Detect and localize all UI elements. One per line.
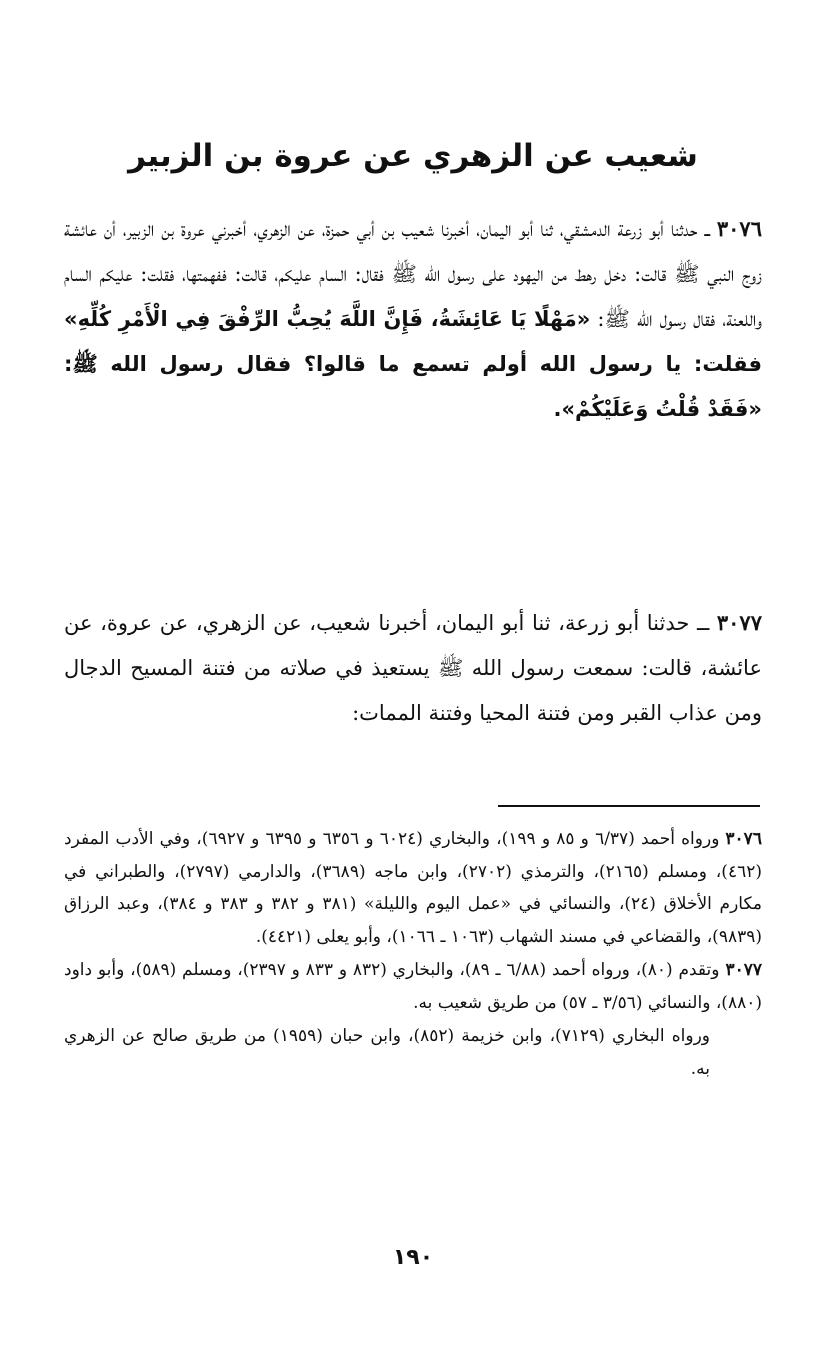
footnote-3077 — [64, 954, 762, 1019]
page-number: ١٩٠ — [392, 1245, 434, 1270]
hadith-number: ٣٠٧٦ — [716, 216, 762, 241]
footnote-number: ٣٠٧٧ — [725, 960, 762, 980]
footnote-divider — [498, 805, 760, 807]
footnote-3077-continuation: ورواه البخاري (٧١٢٩)، وابن خزيمة (٨٥٢)، وابن حبان (١٩٥٩) من طريق صالح عن الزهري به. — [64, 1026, 710, 1079]
hadith-quote: «مَهْلًا يَا عَائِشَةُ، فَإِنَّ اللَّهَ يُحِبُّ الرِّفْقَ فِي الْأَمْرِ كُلِّهِ» فقلت: يا رسول الله أولم تسمع ما قالوا؟ فقال رسول الله ﷺ: «فَقَدْ قُلْتُ وَعَلَيْكُمْ». — [64, 307, 762, 421]
footnote-text: ورواه أحمد (٦/٣٧ و ٨٥ و ١٩٩)، والبخاري (٦٠٢٤ و ٦٣٥٦ و ٦٣٩٥ و ٦٩٢٧)، وفي الأدب المفرد (٤٦٢)، ومسلم (٢١٦٥)، والترمذي (٢٧٠٢)، وابن ماجه (٣٦٨٩)، والدارمي (٢٧٩٧)، والطبراني في مكارم الأخلاق (٢٤)، والنسائي في «عمل اليوم والليلة» (٣٨١ و ٣٨٢ و ٣٨٣ و ٣٨٤)، وعبد الرزاق (٩٨٣٩)، والقضاعي في مسند الشهاب (١٠٦٣ ـ ١٠٦٦)، وأبو يعلى (٤٤٢١). — [64, 829, 762, 947]
hadith-text: ــ حدثنا أبو زرعة الدمشقي، ثنا أبو اليمان، أخبرنا شعيب بن أبي حمزة، عن الزهري، أخبرني عروة بن الزبير، أن عائشة زوج النبي ﷺ قالت: دخل رهط من اليهود على رسول الله ﷺ فقال: السام عليكم، قالت: ففهمتها، فقلت: عليكم السام واللعنة، فقال رسول الله ﷺ: — [64, 217, 762, 331]
hadith-number: ٣٠٧٧ — [716, 610, 762, 635]
footnote-3076 — [64, 823, 762, 953]
hadith-text: ــ حدثنا أبو زرعة، ثنا أبو اليمان، أخبرنا شعيب، عن الزهري، عن عروة، عن عائشة، قالت: سمعت رسول الله ﷺ يستعيذ في صلاته من فتنة المسيح الدجال ومن عذاب القبر ومن فتنة المحيا وفتنة الممات: — [64, 611, 762, 725]
hadith-3077 — [64, 600, 762, 736]
footnote-text: وتقدم (٨٠)، ورواه أحمد (٦/٨٨ ـ ٨٩)، والبخاري (٨٣٢ و ٨٣٣ و ٢٣٩٧)، ومسلم (٥٨٩)، وأبو داود (٨٨٠)، والنسائي (٣/٥٦ ـ ٥٧) من طريق شعيب به. — [64, 960, 762, 1013]
hadith-3076 — [64, 206, 762, 432]
footnote-number: ٣٠٧٦ — [725, 829, 762, 849]
section-title: شعيب عن الزهري عن عروة بن الزبير — [128, 138, 698, 174]
footnotes — [64, 823, 762, 1086]
